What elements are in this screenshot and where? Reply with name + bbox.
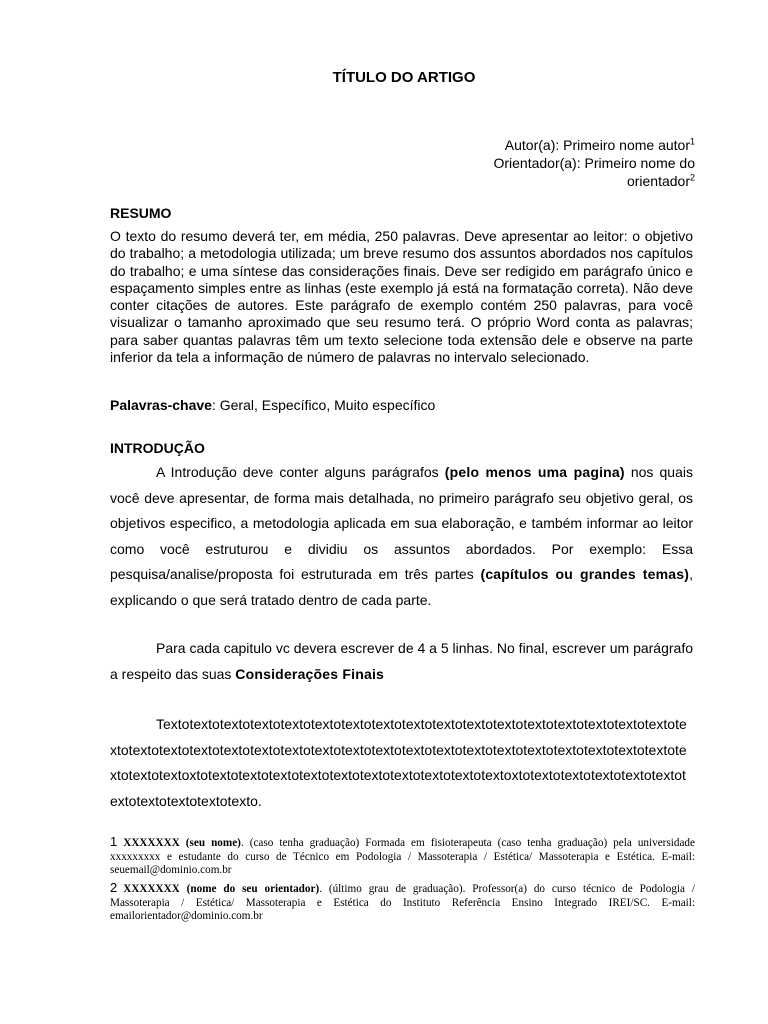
intro-paragraph-1 — [110, 460, 693, 613]
intro-p1-bold-b: (capítulos ou grandes temas) — [480, 566, 690, 582]
keywords-text: : Geral, Específico, Muito específico — [211, 397, 436, 413]
advisor-line-2 — [395, 172, 695, 190]
advisor-line: Orientador(a): Primeiro nome do — [493, 155, 695, 171]
keywords-label: Palavras-chave — [110, 397, 212, 413]
intro-p1-text-c: , explicando o que será tratado dentro de cada parte. — [110, 566, 693, 608]
footnote-1-number: 1 — [110, 834, 118, 849]
intro-p1-text-b: nos quais você deve apresentar, de forma mais detalhada, no primeiro parágrafo seu objetivo geral, os objetivos especifico, a metodologia aplicada em sua elaboração, e também informar ao leitor como você estruturou e dividiu os assuntos abordados. Por exemplo: Essa pesquisa/analise/proposta foi estruturada em três partes — [110, 464, 693, 582]
author-line — [395, 136, 695, 154]
intro-p2-text: Para cada capitulo vc devera escrever de 4 a 5 linhas. No final, escrever um parágrafo a respeito das suas — [110, 640, 693, 682]
advisor-name: orientador — [626, 173, 690, 189]
footnote-1 — [110, 835, 695, 878]
intro-p1-text-a: A Introdução deve conter alguns parágrafos — [156, 464, 445, 480]
intro-paragraph-3: Textotextotextotextotextotextotextotextotextotextotextotextotextotextotextotextotextotextotextotextotextotextotextotextotextotextotextotextotextotextotextotextotextotextotextotextotextotextotextoxtotextotextotextotextotextotextotextotextotextotextoxtotextotextotextotextotextotextotextotextotextotexto. — [110, 716, 687, 809]
keywords — [110, 397, 693, 413]
introducao-heading: INTRODUÇÃO — [110, 440, 205, 456]
author-name: Autor(a): Primeiro nome autor — [504, 137, 690, 153]
authors-block — [395, 136, 695, 190]
resumo-heading: RESUMO — [110, 205, 172, 221]
footnote-2-number: 2 — [110, 880, 118, 895]
footnote-2-text: . (último grau de graduação). Professor(a) do curso técnico de Podologia / Massoterapia / Estética/ Massoterapia e Estética do Instituto Referência Ensino Integrado IREI/SC. E-mail: emailorientador@dominio.com.br — [110, 883, 695, 922]
intro-p2-bold: Considerações Finais — [235, 665, 385, 682]
footnote-2 — [110, 881, 695, 924]
footnote-1-name: XXXXXXX (seu nome) — [123, 837, 241, 849]
intro-p1-bold-a: (pelo menos uma pagina) — [444, 464, 625, 480]
footnote-2-name: XXXXXXX (nome do seu orientador) — [123, 883, 320, 895]
author-footnote-ref[interactable]: 1 — [689, 136, 695, 147]
resumo-text: O texto do resumo deverá ter, em média, 250 palavras. Deve apresentar ao leitor: o objetivo do trabalho; a metodologia utilizada; um breve resumo dos assuntos abordados nos capítulos do trabalho; e uma síntese das considerações finais. Deve ser redigido em parágrafo único e espaçamento simples entre as linhas (este exemplo já está na formatação correta). Não deve conter citações de autores. Este parágrafo de exemplo contém 250 palavras, para você visualizar o tamanho aproximado que seu resumo terá. O próprio Word conta as palavras; para saber quantas palavras têm um texto selecione toda extensão dele e observe na parte inferior da tela a informação de número de palavras no intervalo selecionado. — [110, 228, 693, 366]
advisor-footnote-ref[interactable]: 2 — [689, 172, 695, 183]
article-title: TÍTULO DO ARTIGO — [332, 69, 476, 86]
intro-paragraph-2 — [110, 636, 693, 687]
footnote-1-text: . (caso tenha graduação) Formada em fisioterapeuta (caso tenha graduação) pela universidade xxxxxxxxx e estudante do curso de Técnico em Podologia / Massoterapia / Estética/ Massoterapia e Estética. E-mail: seuemail@dominio.com.br — [110, 837, 695, 876]
